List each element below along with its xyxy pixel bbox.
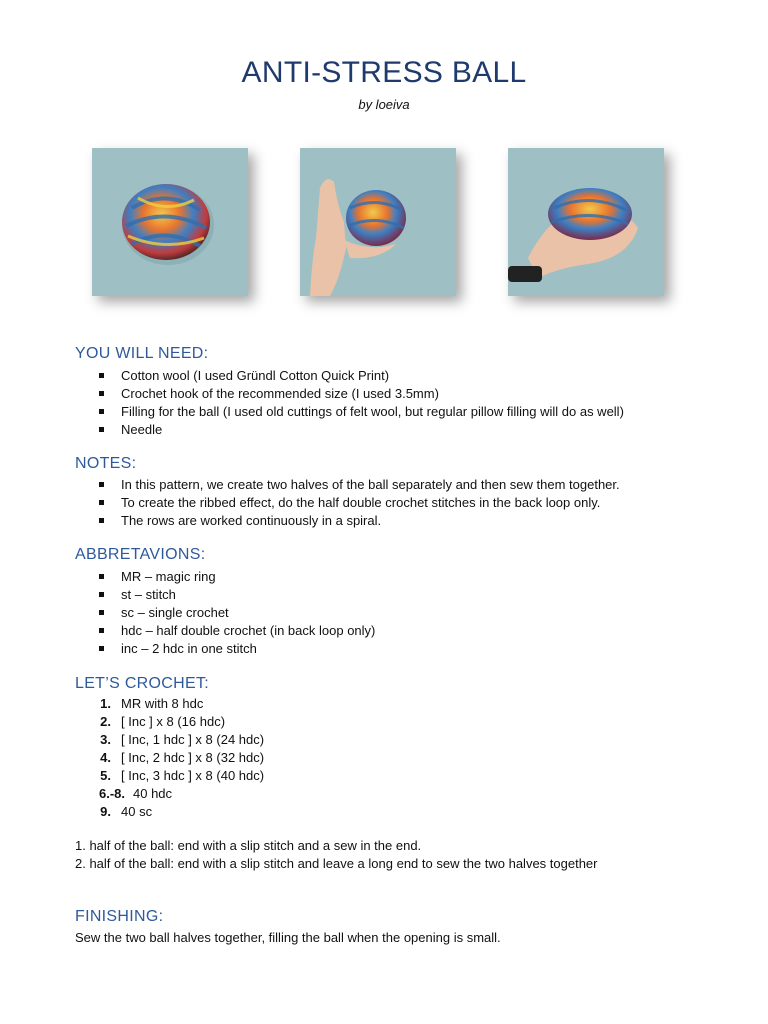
page-title: ANTI-STRESS BALL	[241, 56, 527, 89]
hand-ball-image	[300, 148, 456, 296]
step-text: [ Inc ] x 8 (16 hdc)	[121, 714, 226, 729]
section-heading-you-will-need: YOU WILL NEED:	[75, 345, 209, 362]
photo-hand-squeezing-ball	[508, 148, 664, 296]
step-text: MR with 8 hdc	[121, 696, 204, 711]
photo-ball	[92, 148, 248, 296]
list-item: The rows are worked continuously in a spiral.	[75, 512, 620, 530]
section-heading-finishing: FINISHING:	[75, 908, 164, 925]
list-item: To create the ribbed effect, do the half double crochet stitches in the back loop only.	[75, 494, 620, 512]
list-item: Crochet hook of the recommended size (I used 3.5mm)	[75, 385, 624, 403]
notes-list	[75, 476, 620, 530]
list-item: Needle	[75, 421, 624, 439]
first-half-instruction: 1. half of the ball: end with a slip stitch and a sew in the end.	[75, 838, 422, 853]
second-half-instruction: 2. half of the ball: end with a slip stitch and leave a long end to sew the two halves together	[75, 856, 598, 871]
step-text: 40 sc	[121, 804, 153, 819]
step-number: 9.	[100, 804, 111, 819]
list-item: Cotton wool (I used Gründl Cotton Quick Print)	[75, 367, 624, 385]
list-item: hdc – half double crochet (in back loop only)	[75, 622, 375, 640]
author-byline: by loeiva	[358, 97, 410, 112]
step-text: [ Inc, 2 hdc ] x 8 (32 hdc)	[121, 750, 265, 765]
step-text: 40 hdc	[133, 786, 173, 801]
ball-image	[92, 148, 248, 296]
section-heading-abbreviations: ABBRETAVIONS:	[75, 546, 206, 563]
list-item: In this pattern, we create two halves of the ball separately and then sew them together.	[75, 476, 620, 494]
squeeze-ball-image	[508, 148, 664, 296]
list-item: st – stitch	[75, 586, 375, 604]
step-number: 2.	[100, 714, 111, 729]
finishing-text: Sew the two ball halves together, filling the ball when the opening is small.	[75, 930, 501, 945]
list-item: sc – single crochet	[75, 604, 375, 622]
step-number: 5.	[100, 768, 111, 783]
step-number: 4.	[100, 750, 111, 765]
list-item: Filling for the ball (I used old cuttings of felt wool, but regular pillow filling will do as well)	[75, 403, 624, 421]
section-heading-notes: NOTES:	[75, 455, 137, 472]
step-text: [ Inc, 1 hdc ] x 8 (24 hdc)	[121, 732, 265, 747]
step-text: [ Inc, 3 hdc ] x 8 (40 hdc)	[121, 768, 265, 783]
materials-list	[75, 367, 624, 439]
step-number: 1.	[100, 696, 111, 711]
step-number: 6.-8.	[99, 786, 126, 801]
photo-hand-holding-ball	[300, 148, 456, 296]
list-item: inc – 2 hdc in one stitch	[75, 640, 375, 658]
step-number: 3.	[100, 732, 111, 747]
list-item: MR – magic ring	[75, 568, 375, 586]
section-heading-lets-crochet: LET’S CROCHET:	[75, 675, 209, 692]
abbreviations-list	[75, 568, 375, 658]
